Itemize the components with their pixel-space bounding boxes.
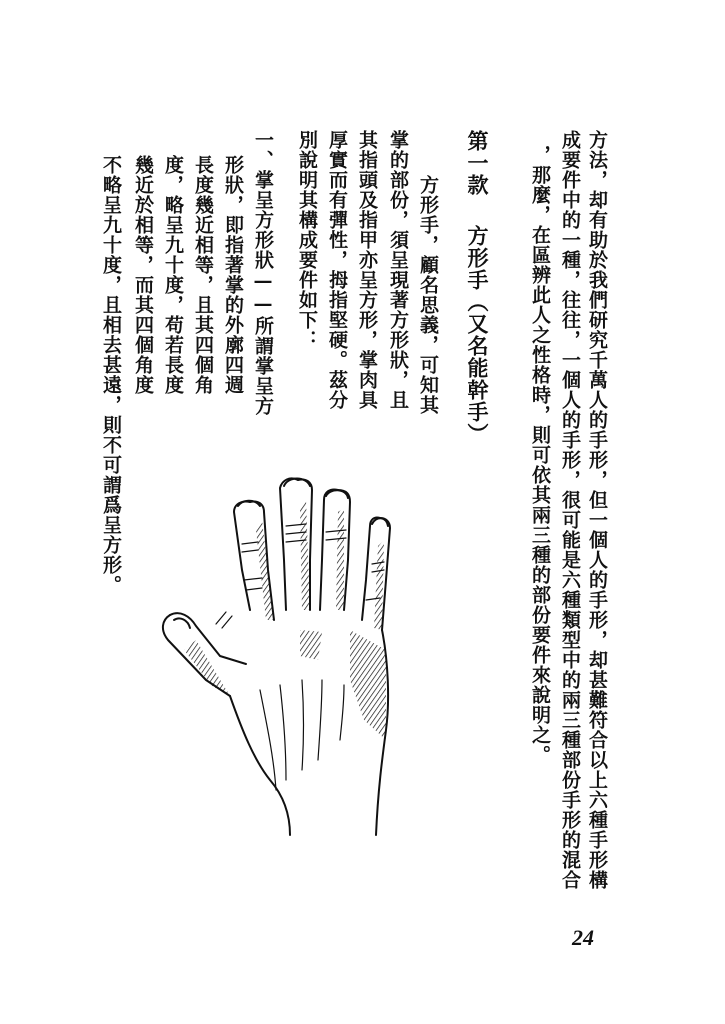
body-column: 度，略呈九十度，苟若長度 [162, 155, 184, 395]
body-column: 其指頭及指甲亦呈方形，掌肉具 [356, 130, 378, 410]
page-number: 24 [572, 925, 594, 950]
body-column: 方形手，顧名思義，可知其 [417, 175, 439, 415]
body-column: 長度幾近相等，且其四個角 [192, 155, 214, 395]
body-column: ，那麼，在區辨此人之性格時，則可依其兩三種的部份要件來說明之。 [529, 145, 551, 765]
body-column: 厚實而有彈性，拇指堅硬。茲分 [326, 130, 348, 410]
hand-illustration [150, 460, 410, 840]
section-heading-label: 第一款 [465, 130, 490, 196]
body-column: 一、掌呈方形狀——所謂掌呈方 [252, 130, 274, 416]
body-column: 掌的部份，須呈現著方形狀，且 [387, 130, 409, 410]
body-column: 幾近於相等，而其四個角度 [132, 155, 154, 395]
body-column: 別說明其構成要件如下： [296, 130, 318, 350]
section-heading-title: 方形手（又名能幹手） [465, 225, 490, 445]
body-column: 不略呈九十度，且相去甚遠，則不可謂爲呈方形。 [100, 155, 122, 595]
body-column: 成要件中的一種，往往，一個人的手形，很可能是六種類型中的兩三種部份手形的混合 [559, 130, 581, 890]
body-column: 方法，却有助於我們研究千萬人的手形，但一個人的手形，却甚難符合以上六種手形構 [586, 130, 608, 890]
body-column: 形狀，即指著掌的外廓四週 [222, 155, 244, 395]
